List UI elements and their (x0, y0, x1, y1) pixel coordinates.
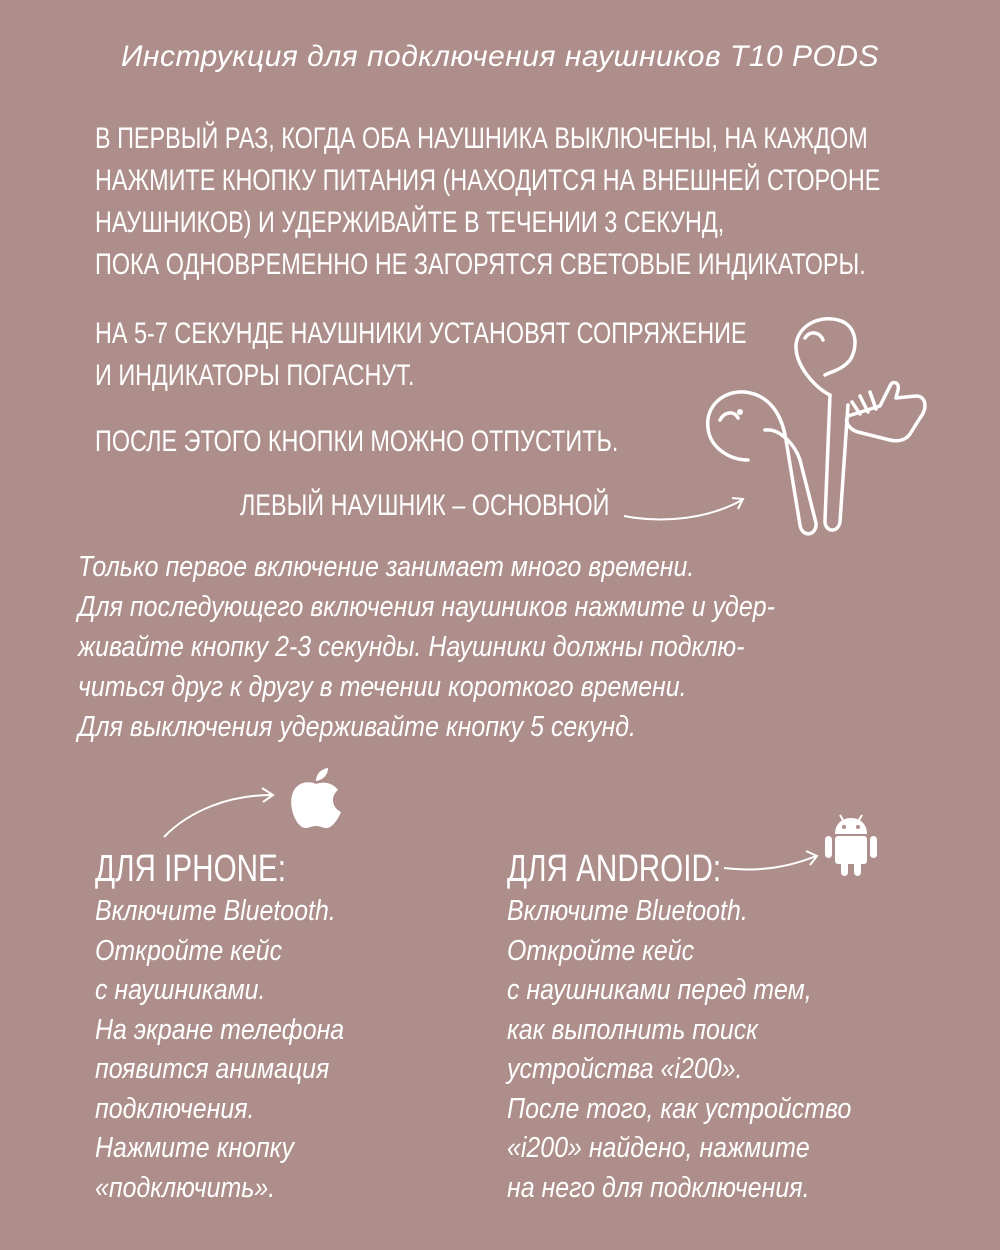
step1-line: НАЖМИТЕ КНОПКУ ПИТАНИЯ (НАХОДИТСЯ НА ВНЕШНЕЙ СТОРОНЕ (95, 164, 881, 197)
step1-block (95, 118, 880, 286)
android-line: на него для подключения. (507, 1171, 810, 1204)
step2-block (95, 313, 747, 397)
step1-line: В ПЕРВЫЙ РАЗ, КОГДА ОБА НАУШНИКА ВЫКЛЮЧЕНЫ, НА КАЖДОМ (95, 122, 868, 155)
android-line: устройства «i200». (507, 1053, 743, 1085)
apple-logo-icon (288, 768, 344, 830)
iphone-line: подключения. (95, 1092, 255, 1125)
page-title: Инструкция для подключения наушников T10 PODS (120, 40, 880, 73)
android-instructions (507, 892, 851, 1208)
iphone-line: «подключить». (95, 1171, 276, 1204)
android-line: как выполнить поиск (507, 1013, 758, 1046)
info-line: Для выключения удерживайте кнопку 5 секунд. (78, 711, 636, 743)
android-logo-icon (822, 812, 880, 878)
info-line: читься друг к другу в течении короткого времени. (78, 671, 687, 703)
iphone-line: Откройте кейс (95, 934, 283, 967)
step1-line: ПОКА ОДНОВРЕМЕННО НЕ ЗАГОРЯТСЯ СВЕТОВЫЕ ИНДИКАТОРЫ. (95, 248, 866, 281)
hand-pointer-icon (840, 378, 930, 448)
android-line: «i200» найдено, нажмите (507, 1132, 810, 1164)
info-line: Только первое включение занимает много времени. (78, 551, 695, 583)
android-heading: ДЛЯ ANDROID: (507, 848, 722, 890)
step2-line: НА 5-7 СЕКУНДЕ НАУШНИКИ УСТАНОВЯТ СОПРЯЖЕНИЕ (95, 317, 747, 350)
step3-text: ПОСЛЕ ЭТОГО КНОПКИ МОЖНО ОТПУСТИТЬ. (95, 425, 619, 458)
step1-line: НАУШНИКОВ) И УДЕРЖИВАЙТЕ В ТЕЧЕНИИ 3 СЕКУНД, (95, 206, 725, 239)
iphone-line: появится анимация (95, 1053, 330, 1085)
iphone-line: с наушниками. (95, 974, 266, 1006)
android-line: Откройте кейс (507, 934, 695, 967)
iphone-line: На экране телефона (95, 1013, 345, 1046)
info-line: живайте кнопку 2-3 секунды. Наушники должны подклю- (78, 631, 745, 663)
android-line: Включите Bluetooth. (507, 895, 748, 927)
step2-line: И ИНДИКАТОРЫ ПОГАСНУТ. (95, 359, 415, 392)
arrow-icon (160, 785, 280, 840)
arrow-icon (722, 848, 822, 878)
info-block (78, 547, 775, 747)
android-line: с наушниками перед тем, (507, 974, 812, 1006)
left-earbud-note: ЛЕВЫЙ НАУШНИК – ОСНОВНОЙ (240, 489, 610, 522)
iphone-instructions (95, 892, 344, 1208)
info-line: Для последующего включения наушников нажмите и удер- (78, 591, 775, 623)
iphone-line: Нажмите кнопку (95, 1132, 294, 1164)
iphone-heading: ДЛЯ IPHONE: (95, 848, 287, 890)
iphone-line: Включите Bluetooth. (95, 895, 336, 927)
android-line: После того, как устройство (507, 1092, 852, 1125)
